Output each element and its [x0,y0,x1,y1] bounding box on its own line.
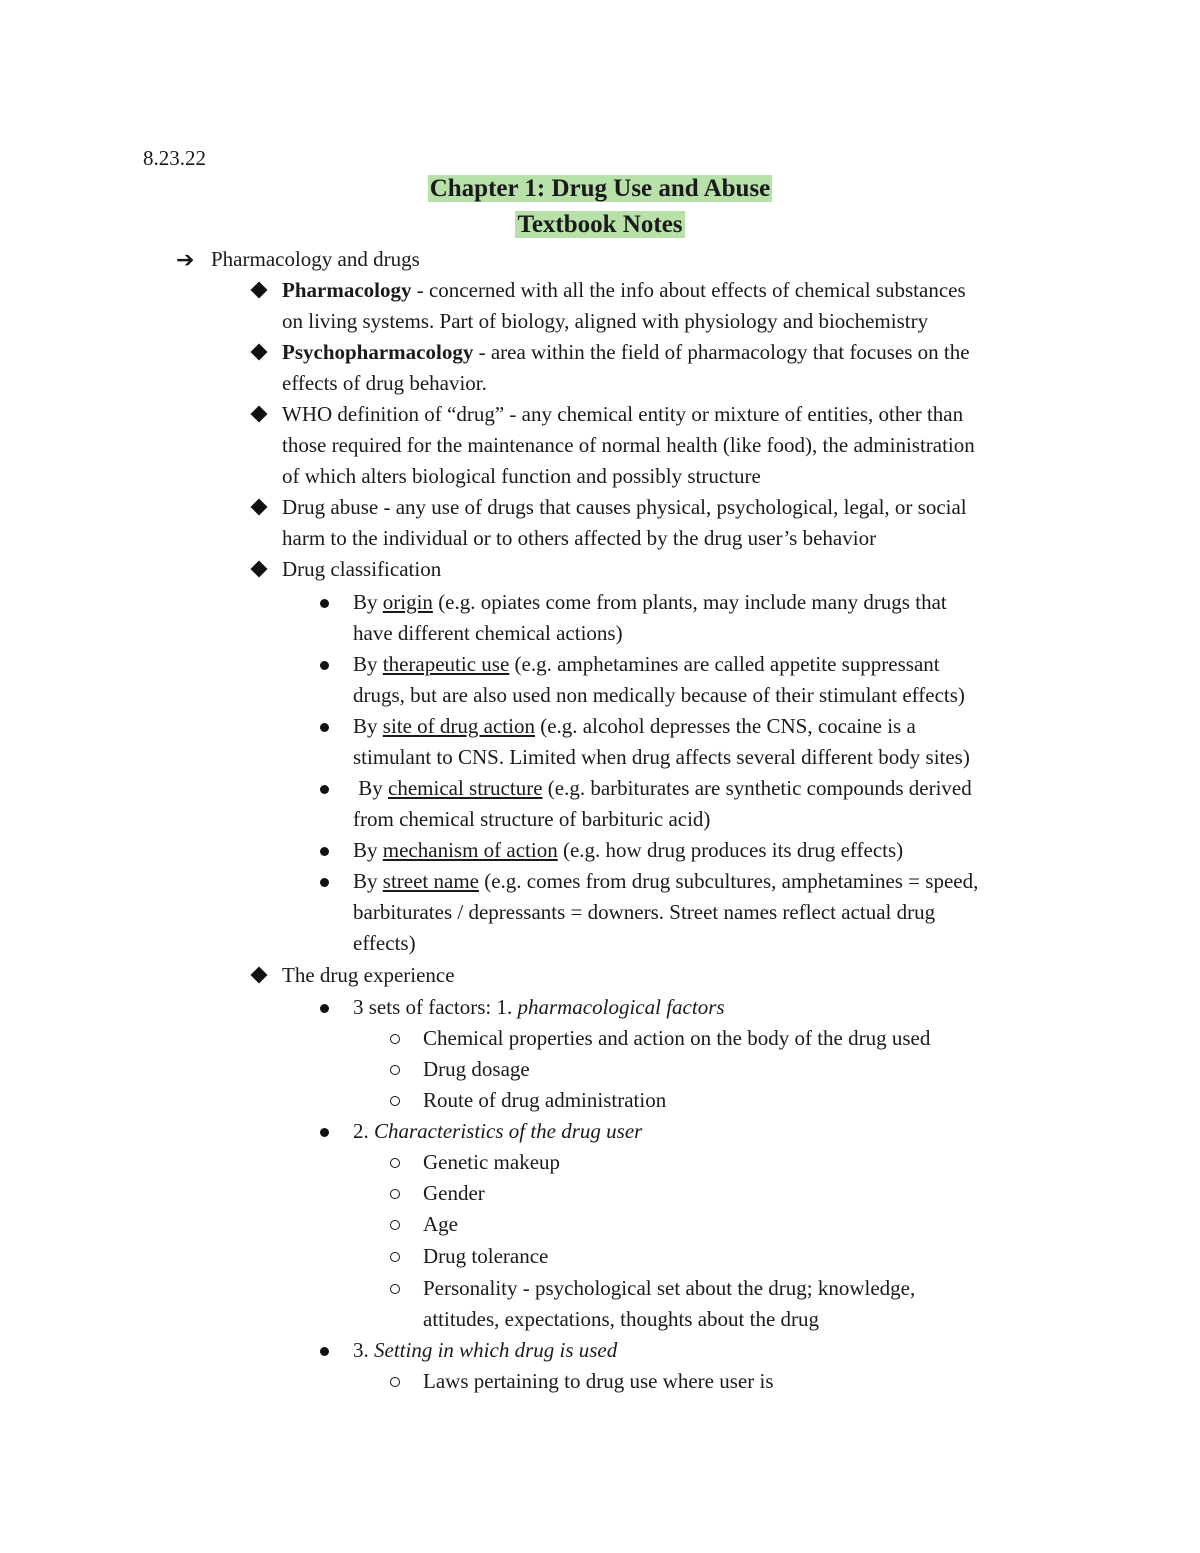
term-psychopharmacology: Psychopharmacology [282,340,474,364]
circle-bullet-icon [390,1189,400,1199]
example-text: (e.g. barbiturates are synthetic compounds derived [542,776,972,800]
disc-bullet-icon [320,878,329,887]
definition-who: WHO definition of “drug” - any chemical entity or mixture of entities, other than [282,402,964,426]
term-therapeutic-use: therapeutic use [382,652,510,676]
definition-line: effects of drug behavior. [282,371,487,395]
diamond-bullet-icon [251,499,268,516]
experience-heading: The drug experience [282,963,455,987]
definition-line: of which alters biological function and possibly structure [282,464,761,488]
disc-bullet-icon [320,1347,329,1356]
arrow-bullet-icon: ➔ [176,247,195,272]
example-text: (e.g. alcohol depresses the CNS, cocaine is a [534,714,916,738]
list-item: Drug tolerance [423,1244,549,1268]
disc-bullet-icon [320,723,329,732]
definition-line: harm to the individual or to others affected by the drug user’s behavior [282,526,877,550]
definition-pharmacology [282,275,966,306]
by-text: By [353,869,383,893]
term-site-of-drug-action: site of drug action [382,714,535,738]
disc-bullet-icon [320,847,329,856]
factor-1 [353,992,725,1023]
classification-line: drugs, but are also used non medically because of their stimulant effects) [353,683,965,707]
circle-bullet-icon [390,1377,400,1387]
diamond-bullet-icon [251,406,268,423]
chapter-title-text: Chapter 1: Drug Use and Abuse [429,175,771,202]
diamond-bullet-icon [251,282,268,299]
classification-line: have different chemical actions) [353,621,623,645]
diamond-bullet-icon [251,344,268,361]
by-text: By [353,714,383,738]
classification-line: barbiturates / depressants = downers. Street names reflect actual drug [353,900,936,924]
list-item: Laws pertaining to drug use where user is [423,1369,774,1393]
by-text: By [353,838,383,862]
definition-line: those required for the maintenance of normal health (like food), the administration [282,433,975,457]
classification-site-of-action [353,711,916,742]
by-text: By [353,590,383,614]
term-origin: origin [382,590,433,614]
example-text: (e.g. opiates come from plants, may include many drugs that [432,590,947,614]
classification-mechanism [353,835,903,866]
circle-bullet-icon [390,1220,400,1230]
term-street-name: street name [382,869,479,893]
circle-bullet-icon [390,1158,400,1168]
list-item: Age [423,1212,458,1236]
example-text: (e.g. how drug produces its drug effects) [557,838,904,862]
classification-origin [353,587,947,618]
classification-street-name [353,866,978,897]
definition-text: - area within the field of pharmacology that focuses on the [473,340,970,364]
note-date: 8.23.22 [143,146,206,170]
classification-line: from chemical structure of barbituric acid) [353,807,711,831]
circle-bullet-icon [390,1252,400,1262]
factor-prefix: 2. [353,1119,374,1143]
factor-3 [353,1335,617,1366]
list-item: Drug dosage [423,1057,530,1081]
term-mechanism-of-action: mechanism of action [382,838,558,862]
disc-bullet-icon [320,1128,329,1137]
section-heading: Pharmacology and drugs [211,247,420,271]
by-text: By [353,776,389,800]
example-text: (e.g. amphetamines are called appetite suppressant [509,652,940,676]
disc-bullet-icon [320,1004,329,1013]
circle-bullet-icon [390,1284,400,1294]
term-chemical-structure: chemical structure [388,776,543,800]
factor-2 [353,1116,642,1147]
classification-line: stimulant to CNS. Limited when drug affects several different body sites) [353,745,970,769]
term-pharmacology: Pharmacology [282,278,412,302]
diamond-bullet-icon [251,967,268,984]
list-item: Chemical properties and action on the body of the drug used [423,1026,931,1050]
circle-bullet-icon [390,1096,400,1106]
factor-term: Characteristics of the drug user [374,1119,643,1143]
list-item-continuation: attitudes, expectations, thoughts about the drug [423,1307,820,1331]
disc-bullet-icon [320,661,329,670]
classification-therapeutic-use [353,649,940,680]
classification-line: effects) [353,931,416,955]
list-item: Route of drug administration [423,1088,667,1112]
example-text: (e.g. comes from drug subcultures, amphetamines = speed, [478,869,979,893]
disc-bullet-icon [320,599,329,608]
definition-drug-abuse: Drug abuse - any use of drugs that causes physical, psychological, legal, or social [282,495,967,519]
diamond-bullet-icon [251,561,268,578]
disc-bullet-icon [320,785,329,794]
subtitle-text: Textbook Notes [517,211,683,238]
classification-chemical-structure [353,773,972,804]
factor-term: pharmacological factors [517,995,725,1019]
definition-text: - concerned with all the info about effects of chemical substances [411,278,966,302]
factor-prefix: 3 sets of factors: 1. [353,995,518,1019]
circle-bullet-icon [390,1065,400,1075]
factor-term: Setting in which drug is used [374,1338,618,1362]
by-text: By [353,652,383,676]
list-item: Gender [423,1181,485,1205]
subtitle [0,208,1200,242]
factor-prefix: 3. [353,1338,374,1362]
list-item: Genetic makeup [423,1150,561,1174]
classification-heading: Drug classification [282,557,442,581]
chapter-title [0,172,1200,206]
list-item: Personality - psychological set about the drug; knowledge, [423,1276,916,1300]
definition-line: on living systems. Part of biology, aligned with physiology and biochemistry [282,309,929,333]
circle-bullet-icon [390,1034,400,1044]
definition-psychopharmacology [282,337,970,368]
